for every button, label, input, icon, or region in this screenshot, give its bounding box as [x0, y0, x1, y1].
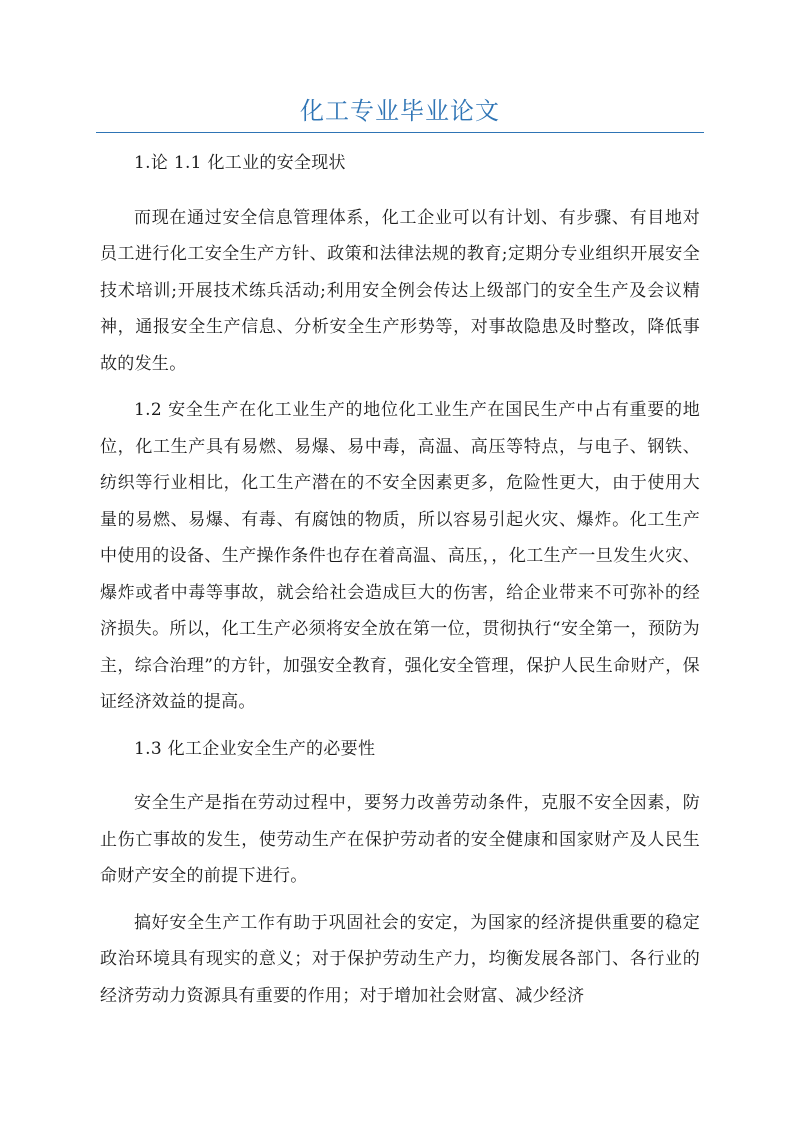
paragraph-safety-status: 而现在通过安全信息管理体系，化工企业可以有计划、有步骤、有目地对员工进行化工安全生产方针、政策和法律法规的教育;定期分专业组织开展安全技术培训;开展技术练兵活动;利用安全例会传达上级部门的安全生产及会议精神，通报安全生产信息、分析安全生产形势等，对事故隐患及时整改，降低事故的发生。: [100, 207, 700, 374]
title-underline: [96, 132, 704, 133]
document-title: 化工专业毕业论文: [300, 97, 500, 125]
paragraph-safety-position: 1.2 安全生产在化工业生产的地位化工业生产在国民生产中占有重要的地位，化工生产具有易燃、易爆、易中毒，高温、高压等特点，与电子、钢铁、纺织等行业相比，化工生产潜在的不安全因素更多，危险性更大，由于使用大量的易燃、易爆、有毒、有腐蚀的物质，所以容易引起火灾、爆炸。化工生产中使用的设备、生产操作条件也存在着高温、高压，，化工生产一旦发生火灾、爆炸或者中毒等事故，就会给社会造成巨大的伤害，给企业带来不可弥补的经济损失。所以，化工生产必须将安全放在第一位，贯彻执行“安全第一，预防为主，综合治理”的方针，加强安全教育，强化安全管理，保护人民生命财产，保证经济效益的提高。: [100, 400, 700, 712]
paragraph-safety-definition: 安全生产是指在劳动过程中，要努力改善劳动条件，克服不安全因素，防止伤亡事故的发生，使劳动生产在保护劳动者的安全健康和国家财产及人民生命财产安全的前提下进行。: [100, 793, 700, 886]
section-heading-1-3: 1.3 化工企业安全生产的必要性: [134, 738, 376, 759]
paragraph-safety-significance: 搞好安全生产工作有助于巩固社会的安定，为国家的经济提供重要的稳定政治环境具有现实的意义；对于保护劳动生产力，均衡发展各部门、各行业的经济劳动力资源具有重要的作用；对于增加社会财富、减少经济: [100, 912, 700, 1006]
document-body: [100, 145, 700, 1014]
section-heading-1-1: 1.论 1.1 化工业的安全现状: [134, 153, 346, 173]
